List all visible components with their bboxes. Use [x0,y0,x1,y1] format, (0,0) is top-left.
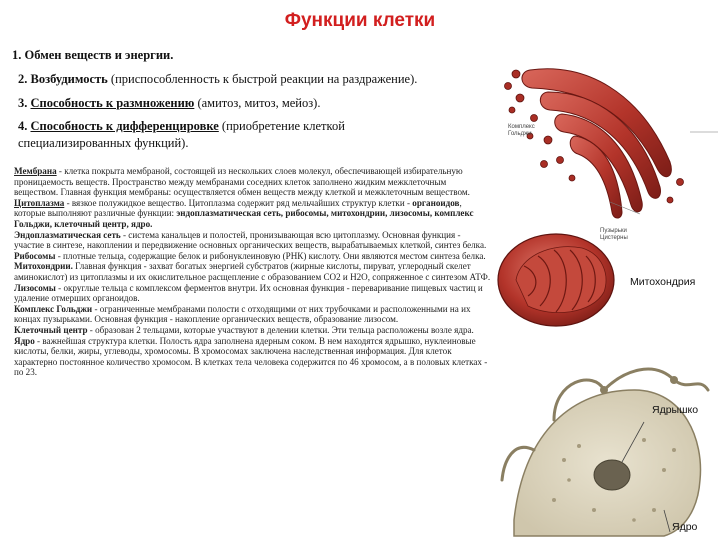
cell-centre-text: - образован 2 тельцами, которые участвуют в делении клетки. Эти тельца расположены возле ядра. [87,324,474,335]
lysosomes-text: - округлые тельца с комплексом ферментов внутри. Их основная функция - переваривание пищевых частиц и удаление отмерших органоидов. [14,282,483,304]
golgi-small-label-d: Цистерны [600,235,628,241]
golgi-small-label-b: Гольджи [508,131,532,137]
er-paragraph [14,230,492,251]
nucleus-label: Ядро [672,521,698,533]
cytoplasm-paragraph [14,198,492,230]
function-4 [18,118,438,152]
nucleolus-label: Ядрышко [652,404,699,416]
ribosomes-term: Рибосомы [14,250,56,261]
mitochondrion-illustration [492,226,622,336]
mitochondria-label: Митохондрия [630,276,696,288]
function-2-bold: Возбудимость [30,72,108,86]
lysosomes-paragraph [14,283,492,304]
nucleus-term: Ядро [14,335,35,346]
mitochondria-text: Главная функция - захват богатых энергией субстратов (жирные кислоты, пируват, углеродный скелет аминокислот) из цитоплазмы и их окислительное расщепление с образованием CO2 и H2O, сопряженное с синтезом АТФ. [14,261,491,282]
ribosomes-paragraph [14,251,492,262]
function-4-num: 4. [18,119,28,133]
golgi-cisternae [522,69,671,218]
mitochondria-paragraph [14,261,492,282]
function-1 [12,48,173,63]
cell-centre-paragraph [14,325,492,336]
lysosomes-term: Лизосомы [14,282,56,293]
function-1-num: 1. [12,48,22,62]
golgi-small-label-c: Пузырьки [600,228,627,234]
function-3-rest: (амитоз, митоз, мейоз). [194,96,321,110]
organoids-term: органоидов [412,197,460,208]
organelles-description [14,166,492,378]
golgi-text: - ограниченные мембранами полости с отходящими от них трубочками и расположенными на их концах пузырьками. Основная функция - накопление органических веществ, образование лизосом. [14,303,471,325]
organoids-list: эндоплазматическая сеть, рибосомы, митохондрии, лизосомы, комплекс Гольджи, клеточный центр, ядро. [14,208,474,229]
function-2-num: 2. [18,72,28,86]
golgi-small-label-a: Комплекс [508,124,535,130]
golgi-paragraph [14,304,492,325]
er-term: Эндоплазматическая сеть [14,229,121,240]
nucleus-paragraph [14,336,492,378]
organoids-text: , которые выполняют различные функции: [14,197,462,219]
nucleus-illustration [494,350,720,540]
function-3 [18,96,320,111]
page-title: Функции клетки [284,10,436,31]
golgi-small-label-1 [508,124,535,138]
ribosomes-text: - плотные тельца, содержащие белок и рибонуклеиновую (РНК) кислоту. Они являются местом синтеза белка. [55,250,486,261]
cytoplasm-text: - вязкое полужидкое вещество. Цитоплазма содержит ряд мельчайших структур клетки - [64,197,413,208]
function-3-num: 3. [18,96,28,110]
function-4-bold: Способность к дифференцировке [30,119,219,133]
cytoplasm-term: Цитоплазма [14,197,65,208]
golgi-term: Комплекс Гольджи [14,303,93,314]
function-1-bold: Обмен веществ и энергии. [24,48,174,62]
nucleolus [594,460,630,490]
er-text: - система канальцев и полостей, пронизывающая всю цитоплазму. Основная функция - участие в синтезе, накоплении и передвижение основных органических веществ, вырабатываемых клеткой, синтез белка. [14,229,487,251]
cell-centre-term: Клеточный центр [14,324,88,335]
function-4-rest: (приобретение клеткой специализированных функций). [18,119,345,150]
function-2-rest: (приспособленность к быстрой реакции на раздражение). [107,72,418,86]
mitochondria-term: Митохондрии. [14,261,73,272]
membrane-paragraph [14,166,492,198]
function-3-bold: Способность к размножению [30,96,195,110]
membrane-text: - клетка покрыта мембраной, состоящей из нескольких слоев молекул, обеспечивающей избирательную проницаемость веществ. Пространство между мембранами соседних клеток заполнено жидким межклеточным веществом. Главная функция мембраны: осуществляется обмен веществ между клеткой и межклеточным веществом. [14,166,470,198]
membrane-term: Мембрана [14,166,57,176]
nucleus-text: - важнейшая структура клетки. Полость ядра заполнена ядерным соком. В нем находятся ядрышко, нуклеиновые кислоты, белки, жиры, углеводы, хромосомы. В хромосомах заключена наследственная информация. Для клеток характерно постоянное количество хромосом. В клетках тела человека содержится по 46 хромосом, а в половых клетках - по 23. [14,335,488,378]
function-2 [18,72,417,87]
